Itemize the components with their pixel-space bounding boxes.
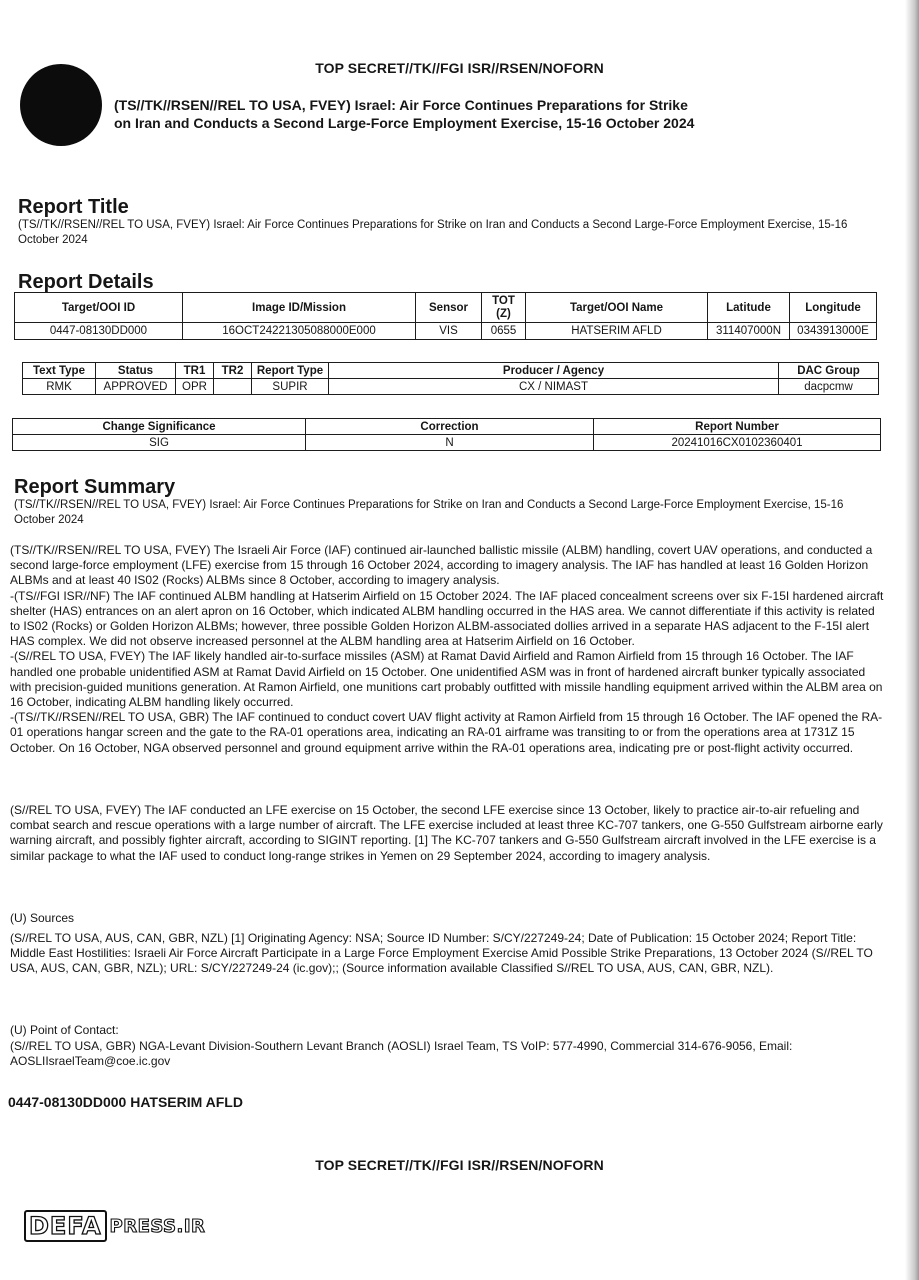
cell: VIS <box>416 323 482 340</box>
header-cell: Sensor <box>416 293 482 323</box>
cell: SIG <box>13 435 306 451</box>
details-table-1 <box>14 292 877 340</box>
summary-paragraph-3: -(S//REL TO USA, FVEY) The IAF likely handled air-to-surface missiles (ASM) at Ramat David Airfield and Ramon Airfield from 15 through 16 October. The IAF handled one probable unidentified ASM at Ramat David Airfield on 15 October. One unidentified ASM was in front of hardened aircraft bunker typically associated with precision-guided munitions generation. At Ramon Airfield, one munitions cart probably outfitted with missile handling equipment arrived within the ALBM area on 16 October, indicating ALBM handling likely occurred. <box>10 649 883 710</box>
report-title-heading: Report Title <box>18 196 129 218</box>
classification-banner-top: TOP SECRET//TK//FGI ISR//RSEN/NOFORN <box>315 60 604 76</box>
cell: APPROVED <box>96 379 176 395</box>
details-table-2 <box>22 362 879 395</box>
header-cell: Text Type <box>23 363 96 379</box>
report-title-text: (TS//TK//RSEN//REL TO USA, FVEY) Israel: Air Force Continues Preparations for Strike on Iran and Conducts a Second Large-Force Employment Exercise, 15-16 October 2024 <box>18 219 848 246</box>
watermark <box>24 1210 205 1242</box>
header-title <box>114 96 794 132</box>
cell: 0343913000E <box>790 323 877 340</box>
header-cell: Producer / Agency <box>329 363 779 379</box>
cell: 0655 <box>482 323 526 340</box>
header-cell: Longitude <box>790 293 877 323</box>
table-header-row <box>13 419 881 435</box>
summary-paragraph-2: -(TS//FGI ISR//NF) The IAF continued ALBM handling at Hatserim Airfield on 15 October 2024. The IAF placed concealment screens over six F-15I hardened aircraft shelter (HAS) entrances on an alert apron on 16 October, which indicated ALBM handling occurred in the HAS area. We cannot differentiate if this activity is related to IS02 (Rocks) or Golden Horizon ALBMs; however, three possible Golden Horizon ALBM-associated dollies arrived in a separate HAS adjacent to the F-15I alert HAS complex. We did not observe increased personnel at the ALBM handling area at Hatserim Airfield on 16 October. <box>10 588 884 649</box>
report-details-heading: Report Details <box>18 271 154 293</box>
header-cell: Report Number <box>594 419 881 435</box>
scan-edge-shadow <box>905 0 919 1280</box>
table-row <box>23 379 879 395</box>
cell: 16OCT24221305088000E000 <box>183 323 416 340</box>
header-cell: Target/OOI ID <box>15 293 183 323</box>
summary-paragraph-1: (TS//TK//RSEN//REL TO USA, FVEY) The Israeli Air Force (IAF) continued air-launched ballistic missile (ALBM) handling, covert UAV operations, and conducted a second large-force employment (LFE) exercise from 15 through 16 October 2024, according to imagery analysis. The IAF has handled at least 16 Golden Horizon ALBMs and at least 40 IS02 (Rocks) ALBMs since 8 October, according to imagery analysis. <box>10 543 873 588</box>
poc-text: (S//REL TO USA, GBR) NGA-Levant Division-Southern Levant Branch (AOSLI) Israel Team, TS VoIP: 577-4990, Commercial 314-676-9056, Email: AOSLIIsraelTeam@coe.ic.gov <box>10 1039 793 1069</box>
classification-banner-bottom: TOP SECRET//TK//FGI ISR//RSEN/NOFORN <box>315 1157 604 1173</box>
header-cell: Latitude <box>708 293 790 323</box>
poc-label: (U) Point of Contact: <box>10 1023 119 1037</box>
header-cell: TOT (Z) <box>482 293 526 323</box>
cell: dacpcmw <box>779 379 879 395</box>
header-cell: Correction <box>306 419 594 435</box>
cell: SUPIR <box>252 379 329 395</box>
summary-paragraph-4: -(TS//TK//RSEN//REL TO USA, GBR) The IAF continued to conduct covert UAV flight activity at Ramon Airfield from 15 through 16 October. The IAF opened the RA-01 operations hangar screen and the gate to the RA-01 operations area, indicating an RA-01 airframe was transiting to or from the operations area at 1731Z 15 October. On 16 October, NGA observed personnel and ground equipment arrive within the RA-01 operations area, indicating pre or post-flight activity occurred. <box>10 710 883 755</box>
cell <box>214 379 252 395</box>
details-table-3 <box>12 418 881 451</box>
header-cell: DAC Group <box>779 363 879 379</box>
cell: CX / NIMAST <box>329 379 779 395</box>
header-title-line1: (TS//TK//RSEN//REL TO USA, FVEY) Israel: Air Force Continues Preparations for Strike <box>114 97 688 113</box>
table-header-row <box>15 293 877 323</box>
header-title-line2: on Iran and Conducts a Second Large-Force Employment Exercise, 15-16 October 2024 <box>114 115 695 131</box>
watermark-brand: DEFA <box>24 1210 107 1242</box>
header-cell: Image ID/Mission <box>183 293 416 323</box>
sources-label: (U) Sources <box>10 911 75 925</box>
header-cell: Status <box>96 363 176 379</box>
cell: 0447-08130DD000 <box>15 323 183 340</box>
summary-body-lfe <box>10 803 888 864</box>
header-cell: TR2 <box>214 363 252 379</box>
report-summary-title: (TS//TK//RSEN//REL TO USA, FVEY) Israel: Air Force Continues Preparations for Strike on Iran and Conducts a Second Large-Force Employment Exercise, 15-16 October 2024 <box>14 499 844 526</box>
cell: 311407000N <box>708 323 790 340</box>
header-cell: Change Significance <box>13 419 306 435</box>
watermark-suffix: PRESS.IR <box>109 1215 206 1237</box>
header-cell: TR1 <box>176 363 214 379</box>
table-row <box>15 323 877 340</box>
header-cell: Target/OOI Name <box>526 293 708 323</box>
sources-text: (S//REL TO USA, AUS, CAN, GBR, NZL) [1] Originating Agency: NSA; Source ID Number: S/CY/227249-24; Date of Publication: 15 October 2024; Report Title: Middle East Hostilities: Israeli Air Force Aircraft Participate in a Large Force Employment Exercise Amid Possible Strike Preparations, 13 October 2024 (S//REL TO USA, AUS, CAN, GBR, NZL); URL: S/CY/227249-24 (ic.gov);; (Source information available Classified S//REL TO USA, AUS, CAN, GBR, NZL). <box>10 931 873 976</box>
report-summary-heading: Report Summary <box>14 476 176 498</box>
cell: N <box>306 435 594 451</box>
redaction-mark <box>20 64 102 146</box>
summary-paragraph-5: (S//REL TO USA, FVEY) The IAF conducted an LFE exercise on 15 October, the second LFE exercise since 13 October, likely to practice air-to-air refueling and combat search and rescue operations with a large number of aircraft. The LFE exercise included at least three KC-707 tankers, one G-550 Gulfstream airborne early warning aircraft, and possibly fighter aircraft, according to SIGINT reporting. [1] The KC-707 tankers and G-550 Gulfstream aircraft involved in the LFE exercise is a similar package to what the IAF used to conduct long-range strikes in Yemen on 29 September 2024, according to imagery analysis. <box>10 803 883 863</box>
cell: 20241016CX0102360401 <box>594 435 881 451</box>
table-header-row <box>23 363 879 379</box>
table-row <box>13 435 881 451</box>
summary-body <box>10 543 888 756</box>
target-footer-id: 0447-08130DD000 HATSERIM AFLD <box>8 1094 243 1110</box>
cell: OPR <box>176 379 214 395</box>
cell: HATSERIM AFLD <box>526 323 708 340</box>
header-cell: Report Type <box>252 363 329 379</box>
cell: RMK <box>23 379 96 395</box>
